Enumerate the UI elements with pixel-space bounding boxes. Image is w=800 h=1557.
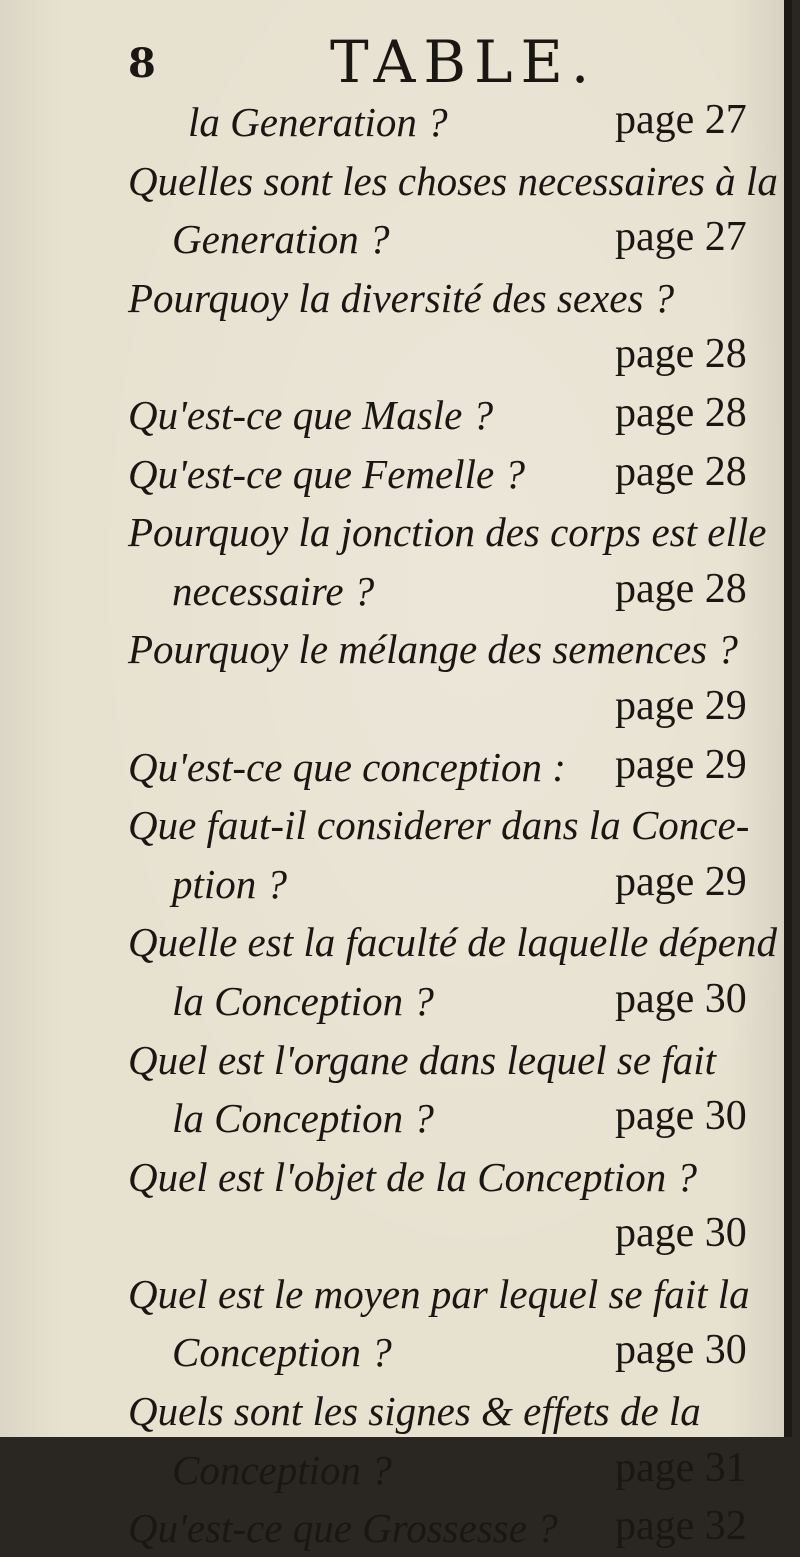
toc-entry-text: Generation ? <box>172 216 390 263</box>
toc-line <box>0 326 792 385</box>
toc-line <box>0 268 792 327</box>
page-header <box>0 28 792 98</box>
toc-entry-text: necessaire ? <box>172 567 375 614</box>
toc-page-ref: page 32 <box>615 1503 747 1550</box>
toc-page-ref: page 29 <box>615 858 747 905</box>
toc-entry-text: la Generation ? <box>188 99 448 145</box>
toc-line <box>0 1322 792 1381</box>
running-title: TABLE. <box>330 28 598 96</box>
toc-line <box>0 385 792 444</box>
toc-entry-text: Quelles sont les choses necessaires à la <box>128 157 778 204</box>
toc-page-ref: page 30 <box>615 1327 747 1374</box>
toc-entry-text: Pourquoy la diversité des sexes ? <box>128 274 675 321</box>
toc-entry-text: la Conception ? <box>172 977 434 1024</box>
toc-line <box>0 619 792 678</box>
toc-line <box>0 209 792 268</box>
toc-page-ref: page 28 <box>615 448 747 495</box>
toc-page-ref: page 28 <box>615 389 747 436</box>
table-of-contents <box>0 92 792 1557</box>
toc-line <box>0 151 792 210</box>
toc-entry-text: Qu'est-ce que Grossesse ? <box>128 1505 558 1552</box>
toc-page-ref: page 30 <box>615 975 747 1022</box>
toc-entry-text: Qu'est-ce que conception : <box>128 743 566 790</box>
toc-entry-text: Quel est l'objet de la Conception ? <box>128 1153 697 1200</box>
toc-line <box>0 1088 792 1147</box>
toc-entry-text: la Conception ? <box>172 1095 434 1142</box>
toc-entry-text: Quels sont les signes & effets de la <box>128 1388 701 1435</box>
toc-line <box>0 561 792 620</box>
toc-entry-text: Quel est le moyen par lequel se fait la <box>128 1270 750 1317</box>
page-edge <box>784 0 792 1437</box>
page-number: 8 <box>128 40 156 87</box>
toc-page-ref: page 31 <box>615 1444 747 1491</box>
toc-page-ref: page 27 <box>615 97 747 143</box>
toc-line <box>0 971 792 1030</box>
toc-page-ref: page 28 <box>615 331 747 378</box>
toc-line <box>0 92 792 151</box>
toc-line <box>0 854 792 913</box>
toc-line <box>0 444 792 503</box>
toc-line <box>0 1205 792 1264</box>
toc-page-ref: page 29 <box>615 741 747 788</box>
toc-entry-text: Pourquoy la jonction des corps est elle <box>128 509 767 556</box>
toc-line <box>0 502 792 561</box>
toc-line <box>0 1498 792 1557</box>
toc-entry-text: Quelle est la faculté de laquelle dépend <box>128 919 777 966</box>
toc-entry-text: Pourquoy le mélange des semences ? <box>128 626 738 673</box>
toc-page-ref: page 30 <box>615 1093 747 1140</box>
toc-entry-text: Que faut-il considerer dans la Conce- <box>128 802 750 849</box>
toc-page-ref: page 30 <box>615 1210 747 1257</box>
toc-entry-text: ption ? <box>172 860 288 907</box>
toc-line <box>0 912 792 971</box>
toc-page-ref: page 29 <box>615 682 747 729</box>
toc-line <box>0 678 792 737</box>
toc-line <box>0 1440 792 1499</box>
toc-line <box>0 1030 792 1089</box>
toc-entry-text: Conception ? <box>172 1446 392 1493</box>
toc-entry-text: Conception ? <box>172 1329 392 1376</box>
toc-line <box>0 1381 792 1440</box>
toc-entry-text: Quel est l'organe dans lequel se fait <box>128 1036 716 1083</box>
toc-page-ref: page 27 <box>615 214 747 261</box>
toc-line <box>0 1264 792 1323</box>
toc-line <box>0 795 792 854</box>
toc-line <box>0 737 792 796</box>
toc-line <box>0 1147 792 1206</box>
toc-entry-text: Qu'est-ce que Masle ? <box>128 391 494 438</box>
toc-entry-text: Qu'est-ce que Femelle ? <box>128 450 525 497</box>
toc-page-ref: page 28 <box>615 565 747 612</box>
